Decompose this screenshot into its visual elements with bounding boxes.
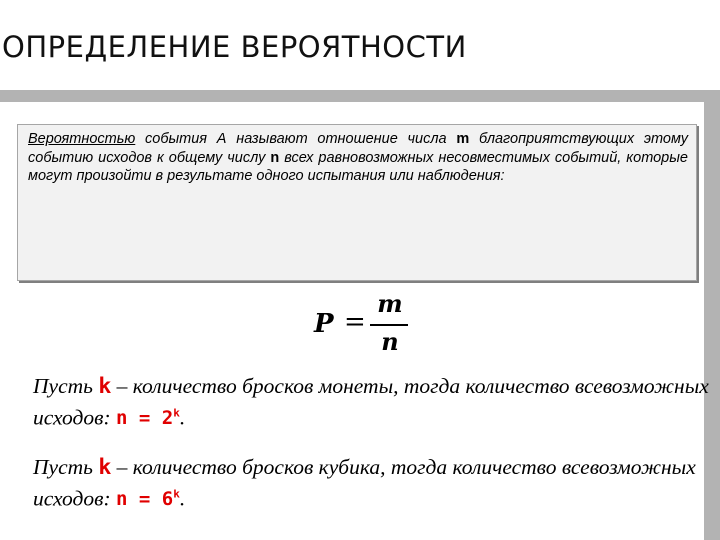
die-n: n xyxy=(115,488,128,511)
die-eq: = xyxy=(127,488,162,511)
coin-n: n xyxy=(115,407,128,430)
die-text: – количество бросков кубика, тогда количество всевозможных исходов: xyxy=(33,455,696,511)
fraction-bar xyxy=(370,324,408,326)
die-prefix: Пусть xyxy=(33,455,99,479)
slide-title: ОПРЕДЕЛЕНИЕ ВЕРОЯТНОСТИ xyxy=(2,30,467,64)
definition-part-2: благоприятствующих этому событию исходов к общему числу xyxy=(28,131,688,166)
die-paragraph xyxy=(33,454,720,513)
die-exponent: k xyxy=(173,488,180,501)
definition-term: Вероятностью xyxy=(28,131,136,147)
coin-var-k: k xyxy=(98,374,112,399)
coin-end: . xyxy=(179,405,186,430)
die-formula xyxy=(116,488,180,510)
formula-numerator: m xyxy=(377,289,403,318)
title-divider xyxy=(0,90,720,102)
die-end: . xyxy=(179,486,186,511)
die-base: 6 xyxy=(161,488,174,511)
coin-exponent: k xyxy=(173,407,180,420)
definition-part-1: события А называют отношение числа xyxy=(135,131,457,147)
definition-part-3: всех равновозможных несовместимых событий, которые могут произойти в результате одного испытания или наблюдения: xyxy=(28,149,688,184)
die-var-k: k xyxy=(98,455,112,480)
formula-lhs: P xyxy=(314,309,334,339)
coin-paragraph xyxy=(33,373,720,432)
definition-var-n: n xyxy=(270,149,280,166)
formula-equals: = xyxy=(344,307,366,337)
formula-denominator: n xyxy=(381,327,399,356)
coin-base: 2 xyxy=(161,407,174,430)
coin-eq: = xyxy=(127,407,162,430)
definition-var-m: m xyxy=(456,131,470,147)
coin-text: – количество бросков монеты, тогда количество всевозможных исходов: xyxy=(33,374,709,430)
definition-text xyxy=(28,130,688,186)
coin-formula xyxy=(116,407,180,429)
definition-box xyxy=(17,124,697,281)
coin-prefix: Пусть xyxy=(33,374,99,398)
probability-formula xyxy=(314,289,434,365)
